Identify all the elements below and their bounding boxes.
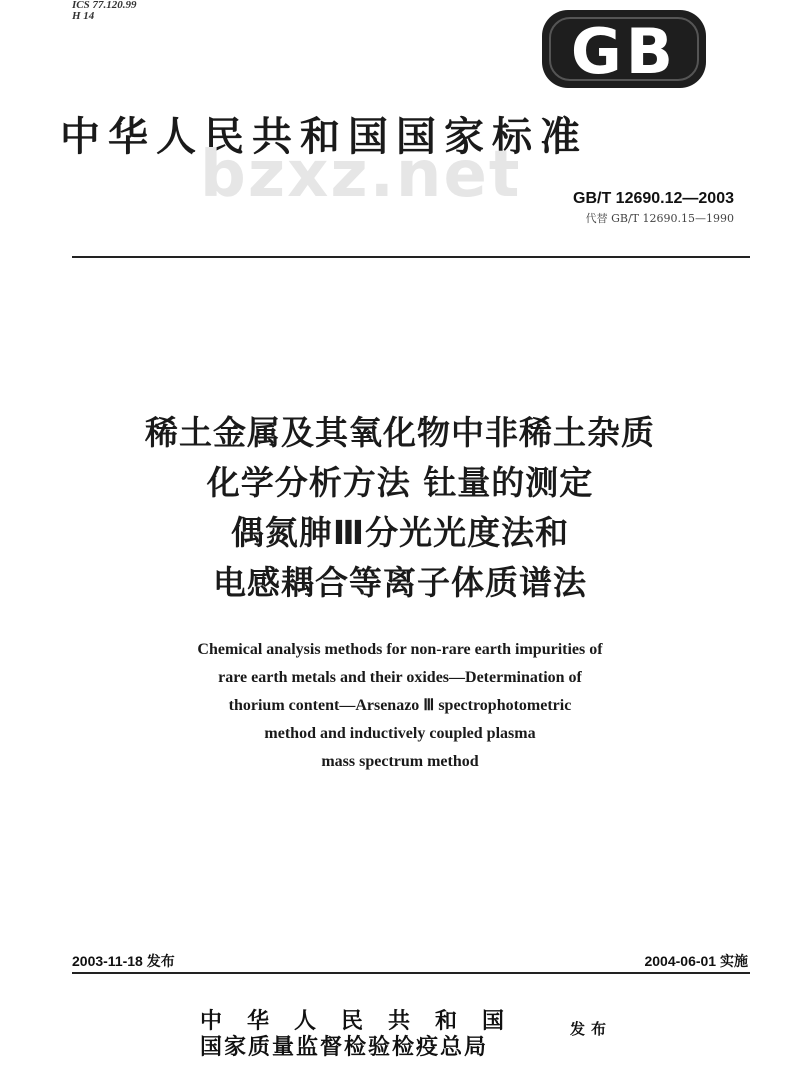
gb-logo	[540, 8, 708, 90]
standard-number: GB/T 12690.12—2003	[573, 190, 734, 207]
ics-code: ICS 77.120.99	[72, 0, 137, 11]
replaces-note: 代替 GB/T 12690.15—1990	[585, 212, 734, 225]
implementation-date: 2004-06-01 实施	[644, 953, 748, 969]
chinese-title-line: 稀土金属及其氧化物中非稀土杂质	[145, 413, 655, 452]
class-code: H 14	[72, 10, 95, 22]
chinese-title-line: 偶氮胂Ⅲ分光光度法和	[230, 513, 570, 552]
chinese-title	[0, 408, 800, 608]
issue-date: 2003-11-18 发布	[72, 953, 175, 969]
top-divider	[72, 256, 750, 258]
watermark: bzxz.net	[200, 138, 522, 212]
english-title-line: Chemical analysis methods for non-rare earth impurities of	[197, 641, 603, 658]
english-title-line: thorium content—Arsenazo Ⅲ spectrophotometric	[228, 697, 572, 714]
english-title	[0, 636, 800, 776]
publisher-block	[200, 1008, 529, 1060]
publish-label: 发布	[570, 1020, 613, 1038]
gb-logo-text: GB	[570, 15, 678, 88]
publisher-agency: 国家质量监督检验检疫总局	[200, 1034, 489, 1060]
publisher-country: 中华人民共和国	[200, 1008, 530, 1034]
english-title-line: rare earth metals and their oxides—Determination of	[218, 669, 582, 686]
standard-classification	[72, 0, 137, 22]
english-title-line: method and inductively coupled plasma	[264, 725, 536, 742]
chinese-title-line: 电感耦合等离子体质谱法	[213, 563, 587, 602]
national-standard-title: 中华人民共和国国家标准	[60, 113, 588, 160]
bottom-divider	[72, 972, 750, 974]
english-title-line: mass spectrum method	[321, 753, 479, 770]
chinese-title-line: 化学分析方法 钍量的测定	[206, 463, 594, 502]
